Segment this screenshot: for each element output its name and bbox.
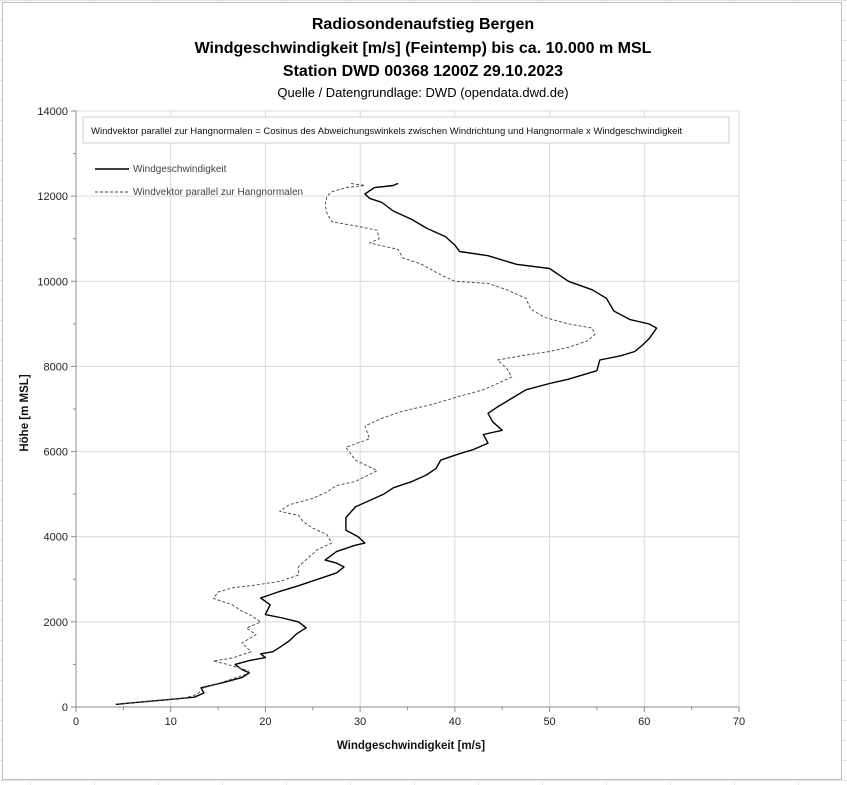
chart-title-line-3: Station DWD 00368 1200Z 29.10.2023 — [282, 63, 564, 80]
x-tick-label: 20 — [259, 716, 272, 728]
x-tick-label: 30 — [354, 716, 367, 728]
y-axis-title: Höhe [m MSL] — [19, 374, 31, 452]
annotation-text: Windvektor parallel zur Hangnormalen = Cosinus des Abweichungswinkels zwischen Windrichtung und Hangnormale x Windgeschwindigkeit — [91, 126, 683, 137]
plot-area — [3, 3, 843, 781]
chart-title-line-1: Radiosondenaufstieg Bergen — [311, 16, 535, 33]
y-tick-label: 0 — [61, 702, 68, 714]
x-axis-title: Windgeschwindigkeit [m/s] — [336, 740, 486, 752]
y-tick-label: 14000 — [37, 106, 68, 118]
x-tick-label: 40 — [448, 716, 461, 728]
chart-source: Quelle / Datengrundlage: DWD (opendata.dwd.de) — [277, 85, 569, 100]
annotation-box — [83, 117, 729, 143]
y-tick-label: 4000 — [43, 531, 68, 544]
legend-label-windvektor: Windvektor parallel zur Hangnormalen — [133, 187, 304, 198]
legend — [95, 164, 303, 198]
y-tick-label: 8000 — [43, 361, 68, 374]
x-tick-label: 10 — [164, 716, 177, 728]
series-layer — [116, 183, 657, 704]
series-line-windvektor — [119, 183, 595, 704]
x-tick-label: 70 — [732, 716, 746, 728]
x-tick-label: 60 — [638, 716, 651, 728]
grid-layer — [76, 111, 739, 707]
chart-frame — [2, 2, 842, 780]
y-tick-label: 2000 — [43, 616, 68, 629]
y-tick-label: 12000 — [37, 191, 68, 204]
chart-title-line-2: Windgeschwindigkeit [m/s] (Feintemp) bis ca. 10.000 m MSL — [194, 40, 652, 57]
series-line-windgeschwindigkeit — [116, 183, 657, 704]
legend-label-windgeschwindigkeit: Windgeschwindigkeit — [133, 164, 227, 175]
x-tick-label: 0 — [72, 716, 80, 728]
y-tick-label: 6000 — [43, 446, 68, 459]
y-tick-label: 10000 — [37, 276, 68, 289]
x-tick-label: 50 — [543, 716, 556, 728]
axis-layer — [37, 106, 745, 728]
